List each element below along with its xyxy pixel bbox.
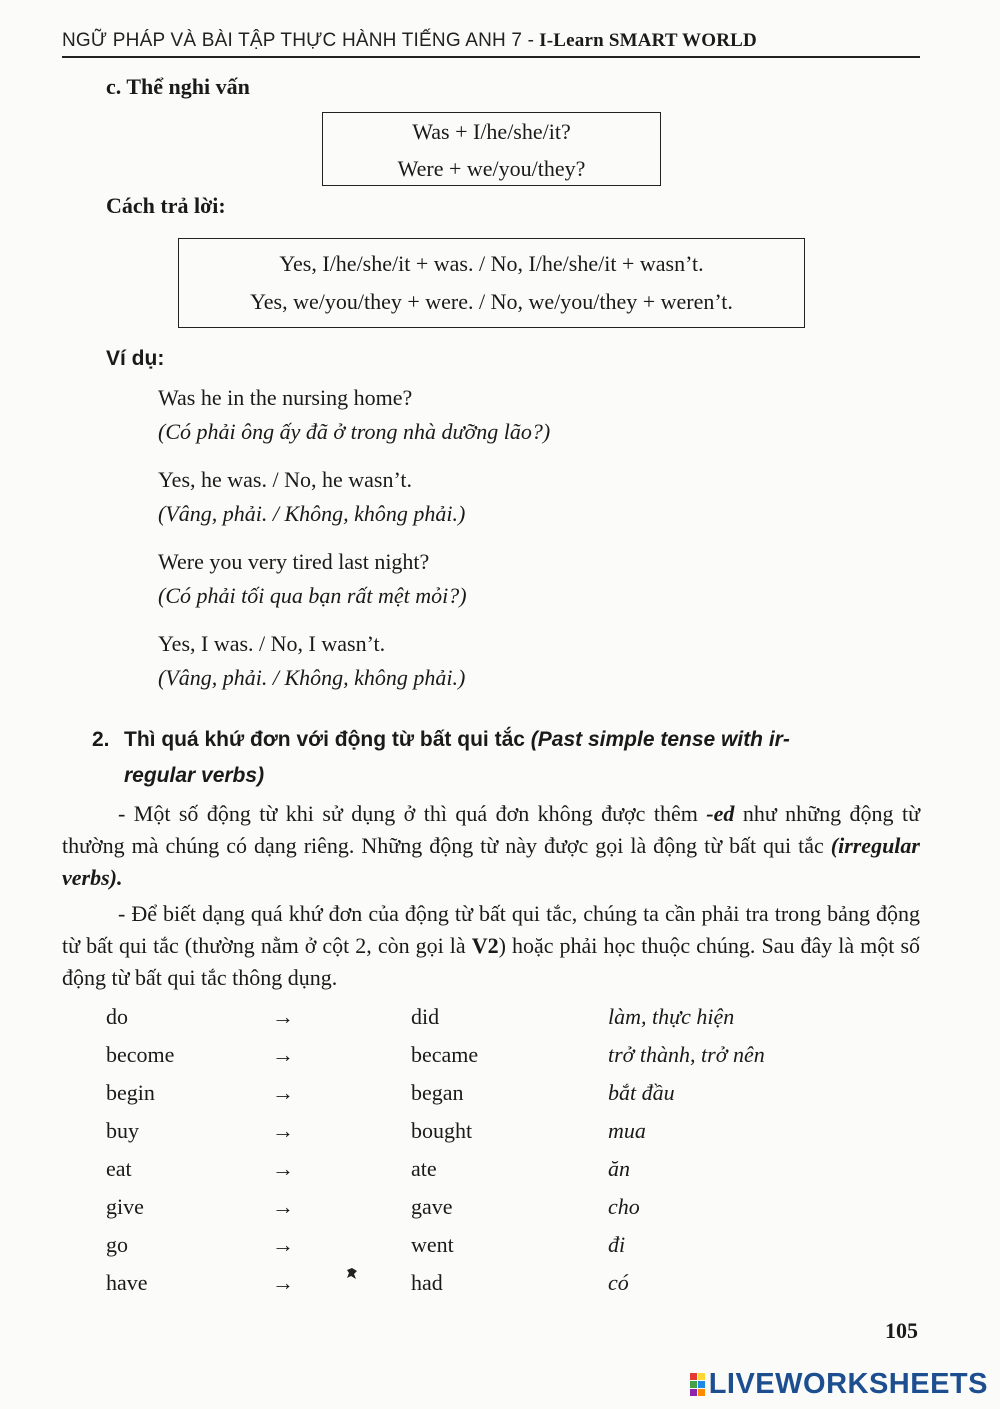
para2-text-a: - Để biết dạng quá khứ đơn của động từ bất qui tắc, chúng ta cần phải tra trong bảng động từ bất qui tắc (thường nằm ở cột 2, còn gọi là [62, 901, 920, 958]
verb-past: did [411, 1004, 440, 1029]
para1-text-b: như những động từ thường mà chúng có dạng riêng. Những động từ này được gọi là động từ bất qui tắc [62, 801, 920, 858]
verb-meaning: bắt đầu [608, 1080, 675, 1105]
verb-row [106, 1074, 826, 1112]
examples-heading: Ví dụ: [106, 347, 165, 370]
ink-blot-icon [344, 1267, 360, 1281]
verb-past: became [411, 1042, 479, 1067]
example-item [158, 381, 550, 449]
liveworksheets-text: LIVEWORKSHEETS [708, 1368, 988, 1400]
verb-past: ate [411, 1156, 437, 1181]
verb-base: have [106, 1270, 148, 1295]
example-item [158, 545, 467, 613]
page-number: 105 [885, 1318, 918, 1343]
interrogative-formula-line: Was + I/he/she/it? [412, 119, 571, 144]
verb-base: go [106, 1232, 128, 1257]
section2-title-en-text: regular verbs) [124, 764, 265, 787]
para1-ed-suffix: -ed [706, 801, 735, 826]
verb-base: do [106, 1004, 128, 1029]
verb-base: give [106, 1194, 144, 1219]
example-vi: (Vâng, phải. / Không, không phải.) [158, 665, 466, 690]
verb-past: had [411, 1270, 443, 1295]
arrow-icon: → [272, 1194, 294, 1219]
interrogative-heading: c. Thể nghi vấn [106, 74, 250, 99]
section2-paragraph-1 [62, 798, 920, 894]
verb-row [106, 1226, 826, 1264]
example-item [158, 463, 465, 531]
verb-meaning: trở thành, trở nên [608, 1042, 765, 1067]
header-title-en: I-Learn SMART WORLD [539, 30, 757, 51]
header-title-vi: NGỮ PHÁP VÀ BÀI TẬP THỰC HÀNH TIẾNG ANH 7 - [62, 30, 535, 51]
verb-meaning: mua [608, 1118, 646, 1143]
verb-base: begin [106, 1080, 155, 1105]
verb-past: went [411, 1232, 454, 1257]
verb-row [106, 1188, 826, 1226]
liveworksheets-logo-icon [690, 1373, 705, 1396]
verb-meaning: ăn [608, 1156, 630, 1181]
verb-meaning: cho [608, 1194, 640, 1219]
verb-row [106, 1150, 826, 1188]
answers-formula-line: Yes, we/you/they + were. / No, we/you/they + weren’t. [250, 289, 733, 314]
para2-text-b: ) hoặc phải học thuộc chúng. Sau đây là một số động từ bất qui tắc thông dụng. [62, 933, 921, 990]
arrow-icon: → [272, 1118, 294, 1143]
example-vi: (Có phải tối qua bạn rất mệt mỏi?) [158, 583, 467, 608]
example-en: Yes, I was. / No, I wasn’t. [158, 631, 386, 656]
verb-past: gave [411, 1194, 453, 1219]
section2-paragraph-2 [62, 898, 920, 994]
arrow-icon: → [272, 1232, 294, 1257]
liveworksheets-logo [690, 1368, 988, 1401]
example-vi: (Vâng, phải. / Không, không phải.) [158, 501, 466, 526]
verb-base: buy [106, 1118, 139, 1143]
verb-past: bought [411, 1118, 473, 1143]
verb-row [106, 1264, 826, 1302]
verb-meaning: làm, thực hiện [608, 1004, 735, 1029]
section2-number: 2. [92, 728, 110, 751]
verb-past: began [411, 1080, 464, 1105]
arrow-icon: → [272, 1042, 294, 1067]
arrow-icon: → [272, 1080, 294, 1105]
interrogative-formula-line: Were + we/you/they? [397, 156, 586, 181]
section2-title-en-line1: (Past simple tense with ir- [530, 728, 790, 751]
arrow-icon: → [272, 1270, 294, 1295]
verb-base: become [106, 1042, 175, 1067]
verb-base: eat [106, 1156, 132, 1181]
example-item [158, 627, 465, 695]
running-header [62, 30, 920, 58]
interrogative-formula-box [322, 112, 661, 186]
example-en: Yes, he was. / No, he wasn’t. [158, 467, 413, 492]
para1-irregular-term: (irregular verbs). [62, 833, 920, 890]
arrow-icon: → [272, 1156, 294, 1181]
para2-v2-term: V2 [471, 933, 499, 958]
answers-heading: Cách trả lời: [106, 193, 226, 218]
arrow-icon: → [272, 1004, 294, 1029]
section2-title-vi: Thì quá khứ đơn với động từ bất qui tắc [124, 728, 525, 751]
verb-row [106, 1036, 826, 1074]
example-en: Were you very tired last night? [158, 549, 430, 574]
verb-meaning: có [608, 1270, 629, 1295]
verb-row [106, 1112, 826, 1150]
section2-heading [124, 722, 924, 758]
answers-formula-box [178, 238, 805, 328]
section2-title-en-line2 [124, 758, 264, 794]
example-vi: (Có phải ông ấy đã ở trong nhà dưỡng lão?) [158, 419, 551, 444]
answers-formula-line: Yes, I/he/she/it + was. / No, I/he/she/it + wasn’t. [279, 251, 704, 276]
verb-meaning: đi [608, 1232, 626, 1257]
para1-text-a: - Một số động từ khi sử dụng ở thì quá đơn không được thêm [118, 801, 698, 826]
verb-row [106, 998, 826, 1036]
example-en: Was he in the nursing home? [158, 385, 413, 410]
